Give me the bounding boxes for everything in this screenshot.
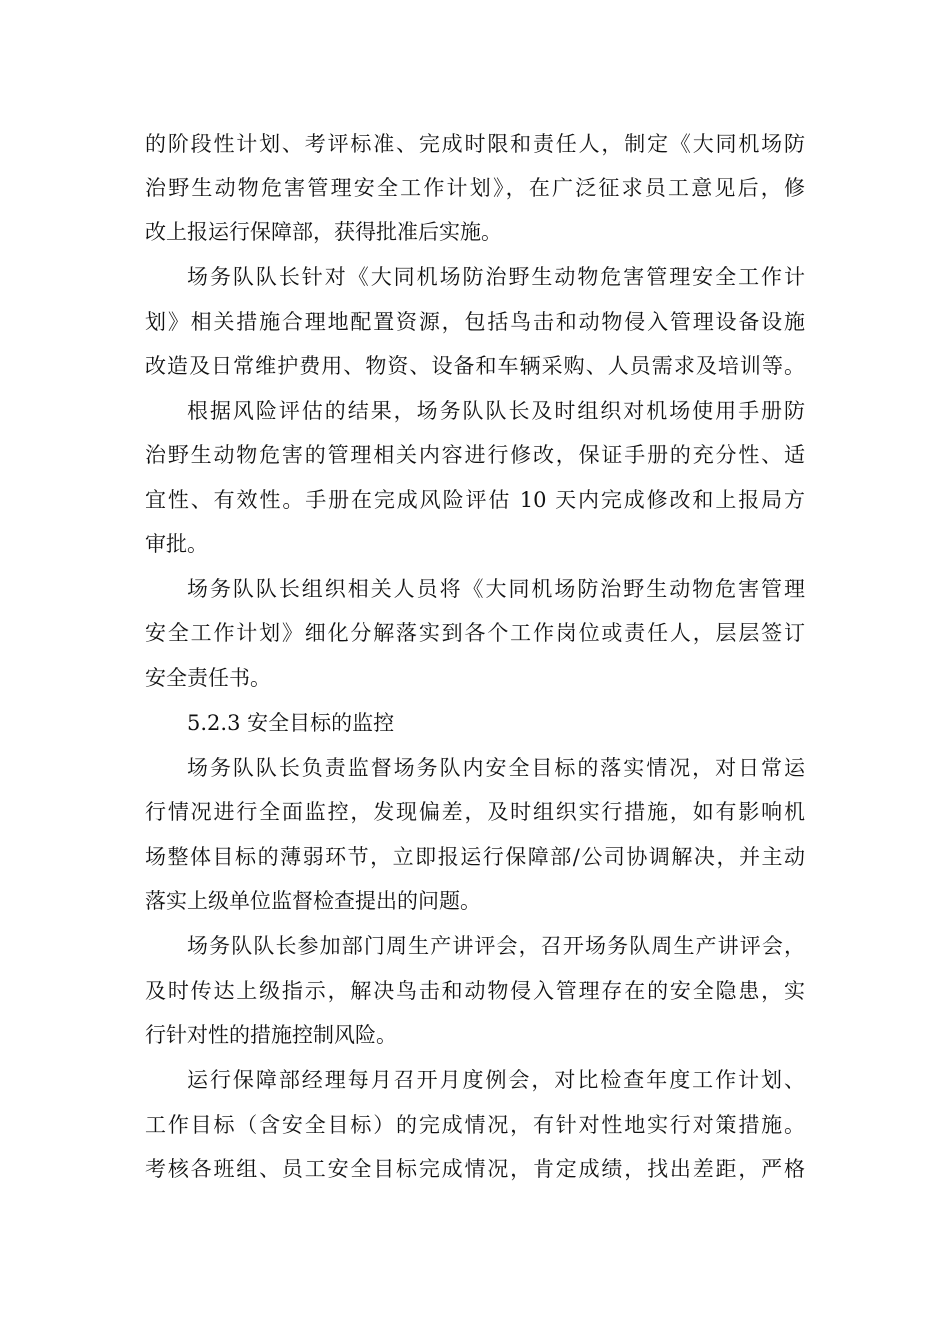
text-line: 划》相关措施合理地配置资源，包括鸟击和动物侵入管理设备设施 [145,310,805,334]
text-line: 工作目标（含安全目标）的完成情况，有针对性地实行对策措施。 [145,1113,805,1137]
text-line: 行针对性的措施控制风险。 [145,1023,397,1047]
text-line: 审批。 [145,532,208,556]
text-line: 改造及日常维护费用、物资、设备和车辆采购、人员需求及培训等。 [145,354,805,378]
text-line: 场务队队长负责监督场务队内安全目标的落实情况，对日常运 [187,756,805,780]
text-line: 场务队队长针对《大同机场防治野生动物危害管理安全工作计 [187,265,805,289]
text-line: 落实上级单位监督检查提出的问题。 [145,889,481,913]
text-line: 治野生动物危害的管理相关内容进行修改，保证手册的充分性、适 [145,443,805,467]
text-line: 改上报运行保障部，获得批准后实施。 [145,220,502,244]
text-line: 场务队队长参加部门周生产讲评会，召开场务队周生产讲评会， [187,934,805,958]
text-line: 运行保障部经理每月召开月度例会，对比检查年度工作计划、 [187,1068,805,1092]
text-line: 安全责任书。 [145,666,271,690]
text-line: 及时传达上级指示，解决鸟击和动物侵入管理存在的安全隐患，实 [145,979,805,1003]
text-line: 场整体目标的薄弱环节，立即报运行保障部/公司协调解决，并主动 [145,845,805,869]
text-line: 行情况进行全面监控，发现偏差，及时组织实行措施，如有影响机 [145,800,805,824]
text-line: 场务队队长组织相关人员将《大同机场防治野生动物危害管理 [187,577,805,601]
text-line: 的阶段性计划、考评标准、完成时限和责任人，制定《大同机场防 [145,132,805,156]
text-line: 安全工作计划》细化分解落实到各个工作岗位或责任人，层层签订 [145,621,805,645]
text-line: 考核各班组、员工安全目标完成情况，肯定成绩，找出差距，严格 [145,1157,805,1181]
text-line: 治野生动物危害管理安全工作计划》，在广泛征求员工意见后，修 [145,176,805,200]
text-line: 宜性、有效性。手册在完成风险评估 10 天内完成修改和上报局方 [145,488,805,512]
text-line: 根据风险评估的结果，场务队队长及时组织对机场使用手册防 [187,399,805,423]
section-heading: 5.2.3 安全目标的监控 [187,711,395,735]
